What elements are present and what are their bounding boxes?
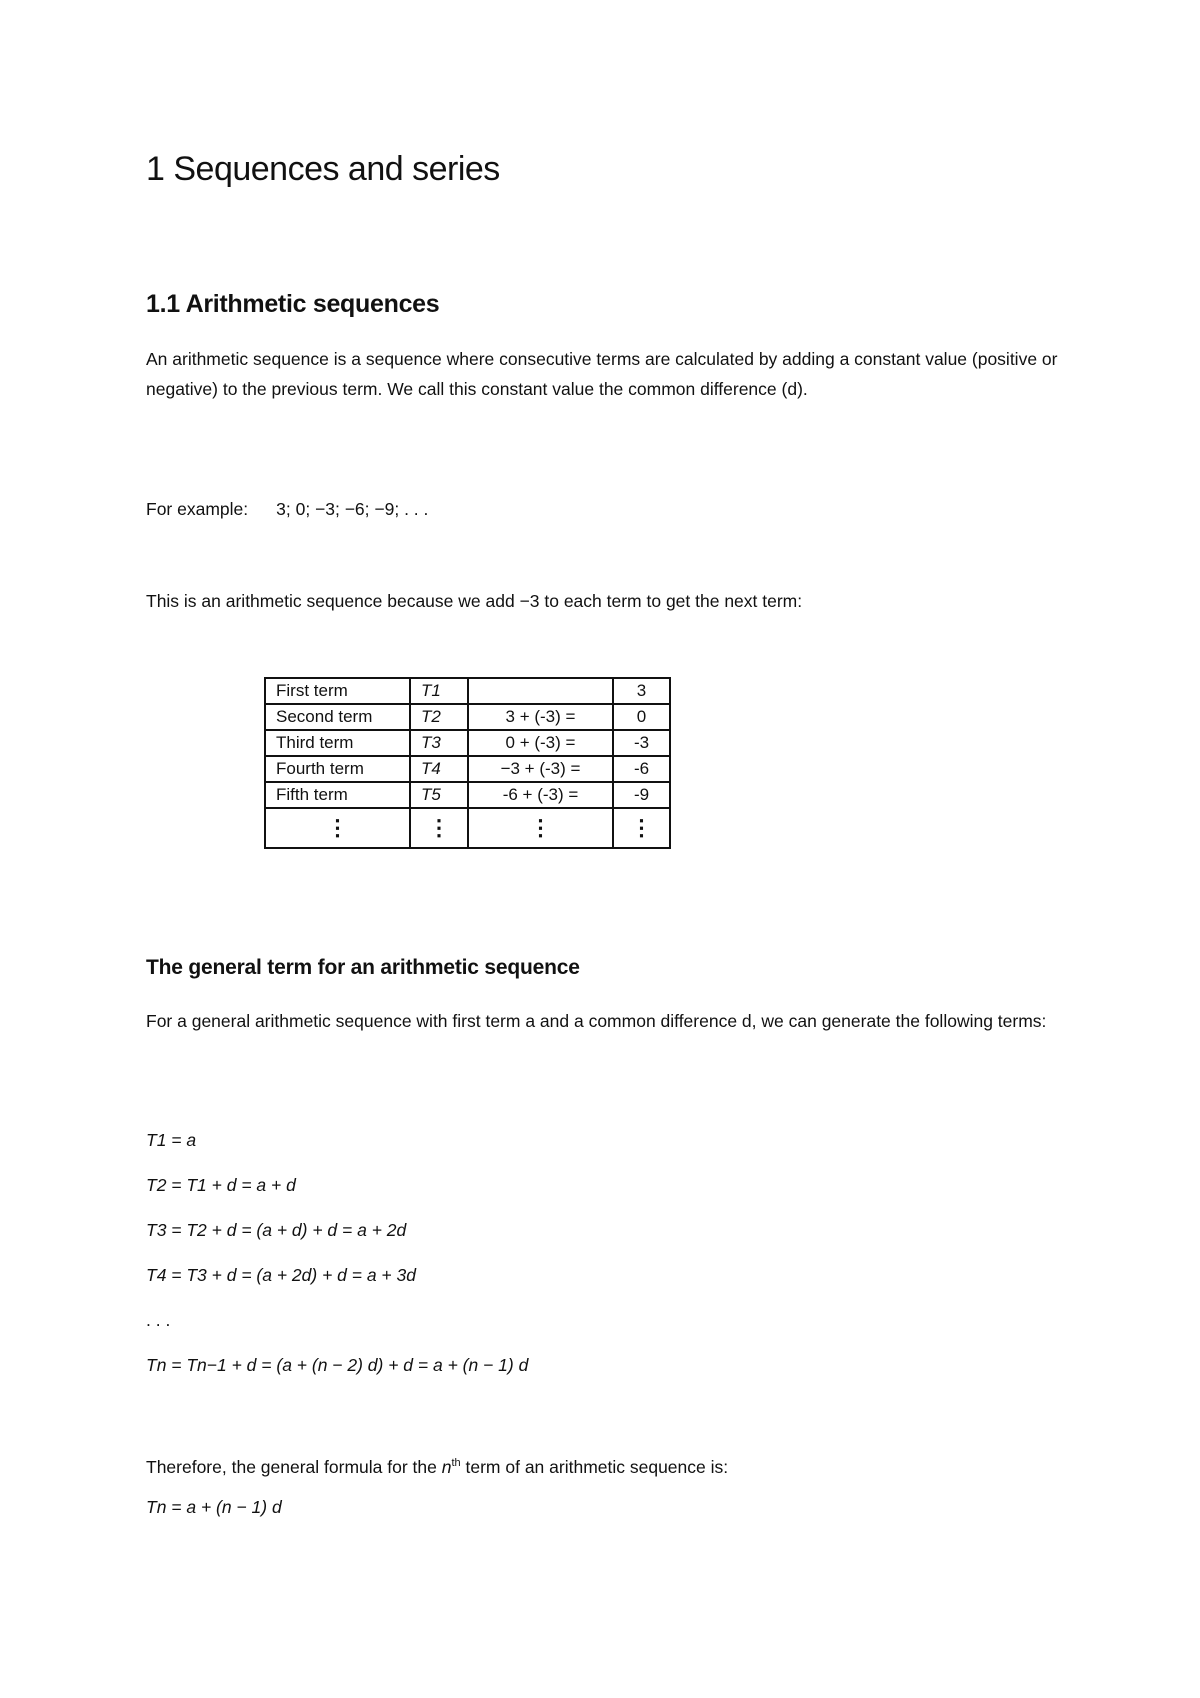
formula-line: T1 = a xyxy=(146,1130,197,1150)
general-intro-paragraph: For a general arithmetic sequence with first term a and a common difference d, we can generate the following terms: xyxy=(146,1011,1047,1031)
table-cell-term: T1 xyxy=(410,678,468,704)
table-continuation-row xyxy=(265,808,670,848)
n-variable: n xyxy=(441,1456,452,1477)
table-cell-term: T3 xyxy=(410,730,468,756)
example-sequence: 3; 0; −3; −6; −9; . . . xyxy=(276,499,429,519)
table-cell-term: T2 xyxy=(410,704,468,730)
because-paragraph: This is an arithmetic sequence because we add −3 to each term to get the next term: xyxy=(146,591,803,611)
table-cell-label: Fourth term xyxy=(265,756,410,782)
therefore-text-start: Therefore, the general formula for the xyxy=(146,1456,442,1477)
table-cell-label: Third term xyxy=(265,730,410,756)
general-formula: Tn = a + (n − 1) d xyxy=(146,1497,282,1517)
table-row xyxy=(265,782,670,808)
table-cell-expression: 0 + (-3) = xyxy=(468,730,613,756)
table-cell-expression: −3 + (-3) = xyxy=(468,756,613,782)
table-cell-expression: -6 + (-3) = xyxy=(468,782,613,808)
vertical-ellipsis: ⋮ xyxy=(613,808,670,848)
table-row xyxy=(265,704,670,730)
formula-ellipsis: . . . xyxy=(146,1310,171,1330)
vertical-ellipsis: ⋮ xyxy=(468,808,613,848)
vertical-ellipsis: ⋮ xyxy=(265,808,410,848)
section-heading: 1.1 Arithmetic sequences xyxy=(146,290,440,318)
formula-line: T4 = T3 + d = (a + 2d) + d = a + 3d xyxy=(146,1265,416,1285)
table-cell-value: -6 xyxy=(613,756,670,782)
subsection-heading: The general term for an arithmetic sequence xyxy=(146,956,580,979)
table-cell-label: Second term xyxy=(265,704,410,730)
therefore-paragraph xyxy=(146,1448,1066,1482)
page-title: 1 Sequences and series xyxy=(146,150,500,188)
intro-paragraph: An arithmetic sequence is a sequence where consecutive terms are calculated by adding a constant value (positive or negative) to the previous term. We call this constant value the common difference (d). xyxy=(146,349,1058,399)
table-row xyxy=(265,678,670,704)
table-cell-value: 0 xyxy=(613,704,670,730)
table-cell-label: First term xyxy=(265,678,410,704)
table-cell-term: T5 xyxy=(410,782,468,808)
table-cell-value: 3 xyxy=(613,678,670,704)
table-row xyxy=(265,756,670,782)
vertical-ellipsis: ⋮ xyxy=(410,808,468,848)
table-cell-expression: 3 + (-3) = xyxy=(468,704,613,730)
example-label: For example: xyxy=(146,499,249,519)
formula-line: T3 = T2 + d = (a + d) + d = a + 2d xyxy=(146,1220,407,1240)
ordinal-superscript: th xyxy=(451,1457,461,1469)
therefore-text-end: term of an arithmetic sequence is: xyxy=(460,1456,729,1477)
sequence-table xyxy=(264,677,671,849)
example-line xyxy=(146,494,1066,524)
table-cell-term: T4 xyxy=(410,756,468,782)
table-cell-expression xyxy=(468,678,613,704)
table-row xyxy=(265,730,670,756)
formula-line: T2 = T1 + d = a + d xyxy=(146,1175,296,1195)
table-cell-label: Fifth term xyxy=(265,782,410,808)
formula-line: Tn = Tn−1 + d = (a + (n − 2) d) + d = a + (n − 1) d xyxy=(146,1355,529,1375)
table-cell-value: -9 xyxy=(613,782,670,808)
table-cell-value: -3 xyxy=(613,730,670,756)
